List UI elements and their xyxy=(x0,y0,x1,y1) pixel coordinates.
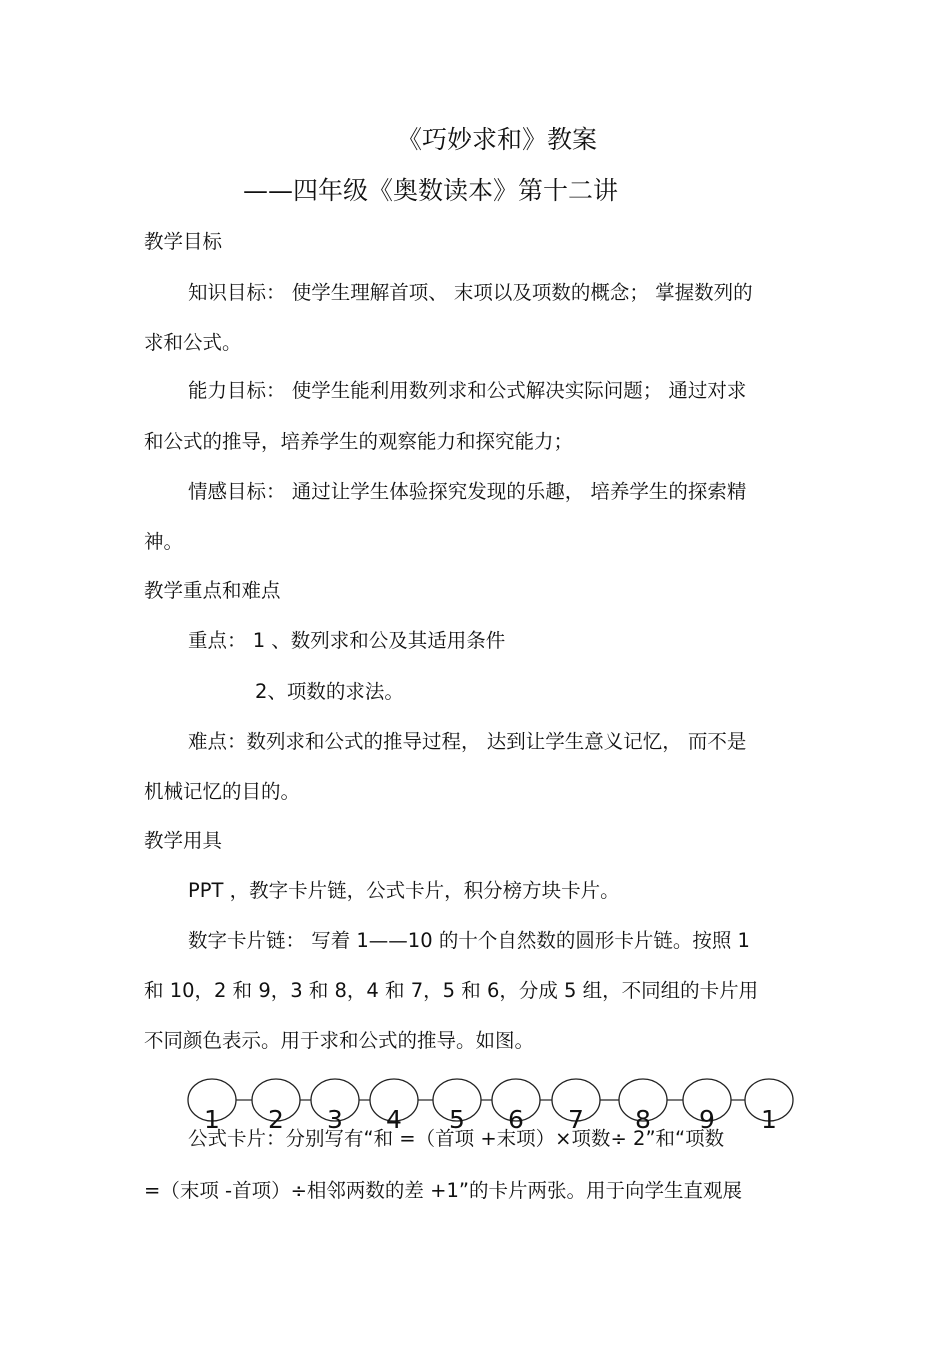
number-card-chain-svg xyxy=(180,1074,800,1134)
paragraph-line: 机械记忆的目的。 xyxy=(144,780,301,803)
paragraph-line: 2、项数的求法。 xyxy=(255,680,404,703)
paragraph-line: 难点：数列求和公式的推导过程， 达到让学生意义记忆， 而不是 xyxy=(188,730,747,753)
paragraph-line: 不同颜色表示。用于求和公式的推导。如图。 xyxy=(144,1029,535,1052)
document-title: 《巧妙求和》教案 xyxy=(397,125,598,154)
paragraph-line: 知识目标： 使学生理解首项、 末项以及项数的概念； 掌握数列的 xyxy=(188,281,753,304)
number-card-label: 1 xyxy=(761,1105,777,1134)
number-card-label: 5 xyxy=(449,1105,465,1134)
paragraph-line: 求和公式。 xyxy=(144,331,242,354)
number-card-label: 6 xyxy=(508,1105,524,1134)
section-heading-key-points: 教学重点和难点 xyxy=(144,579,281,602)
paragraph-line: =（末项 -首项）÷相邻两数的差 +1”的卡片两张。用于向学生直观展 xyxy=(144,1179,742,1202)
section-heading-teaching-aids: 教学用具 xyxy=(144,829,223,852)
number-card-label: 2 xyxy=(268,1105,284,1134)
paragraph-line: 公式卡片：分别写有“和 =（首项 +末项）×项数÷ 2”和“项数 xyxy=(188,1127,725,1150)
number-card-label: 7 xyxy=(568,1105,584,1134)
number-card-label: 9 xyxy=(699,1105,715,1134)
paragraph-line: PPT ，教字卡片链，公式卡片，积分榜方块卡片。 xyxy=(188,879,620,902)
document-subtitle: ——四年级《奥数读本》第十二讲 xyxy=(243,176,619,205)
paragraph-line: 和公式的推导，培养学生的观察能力和探究能力； xyxy=(144,430,574,453)
paragraph-line: 重点： 1 、数列求和公及其适用条件 xyxy=(188,629,506,652)
paragraph-line: 神。 xyxy=(144,530,184,553)
number-card-label: 3 xyxy=(327,1105,343,1134)
paragraph-line: 数字卡片链： 写着 1——10 的十个自然数的圆形卡片链。按照 1 xyxy=(188,929,750,952)
paragraph-line: 和 10，2 和 9，3 和 8，4 和 7，5 和 6，分成 5 组，不同组的卡片用 xyxy=(144,979,759,1002)
number-card-label: 8 xyxy=(635,1105,651,1134)
paragraph-line: 能力目标： 使学生能利用数列求和公式解决实际问题； 通过对求 xyxy=(188,379,747,402)
number-card-chain-figure xyxy=(180,1074,800,1134)
number-card-label: 4 xyxy=(386,1105,402,1134)
section-heading-objectives: 教学目标 xyxy=(144,230,223,253)
number-card-label: 1 xyxy=(204,1105,220,1134)
paragraph-line: 情感目标： 通过让学生体验探究发现的乐趣， 培养学生的探索精 xyxy=(188,480,747,503)
